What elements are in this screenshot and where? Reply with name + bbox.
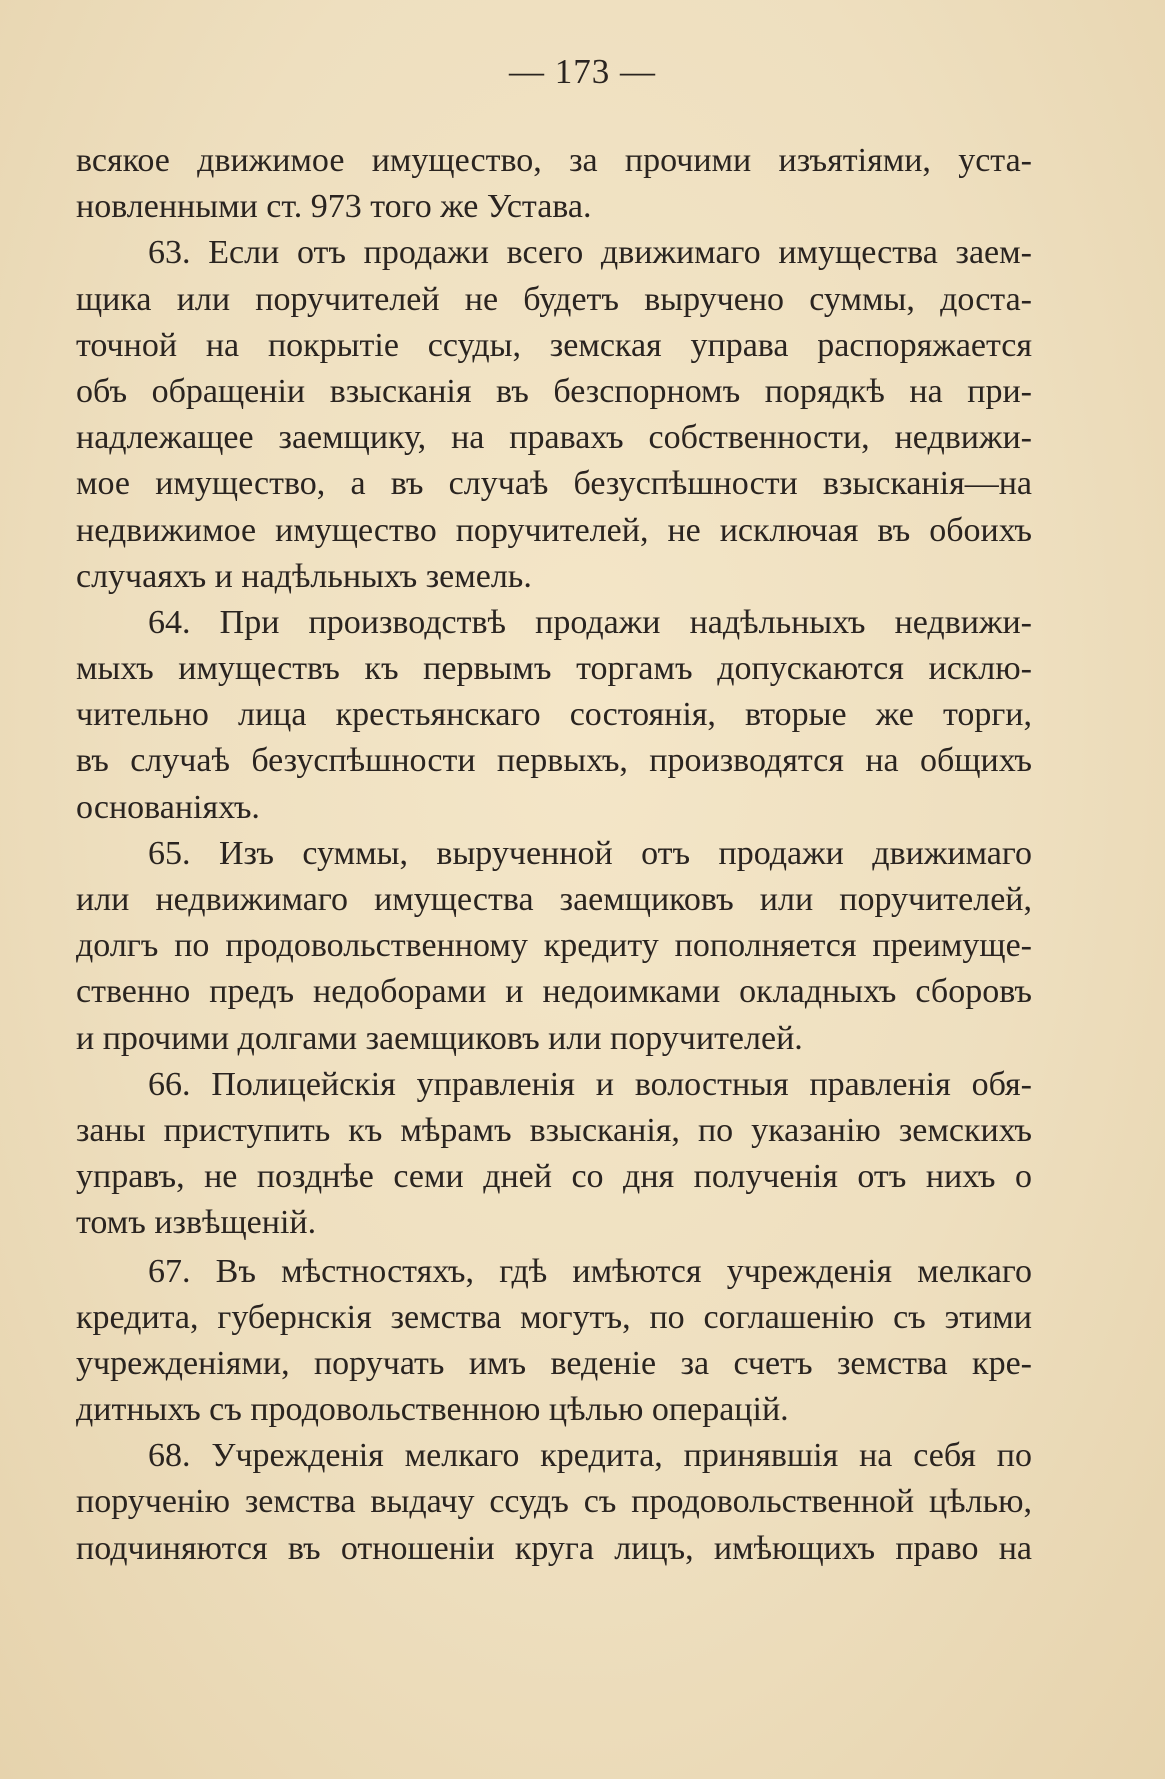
- text-line: случаяхъ и надѣльныхъ земель.: [76, 557, 532, 595]
- text-line: недвижимое имущество поручителей, не исключая въ обоихъ: [76, 511, 1032, 549]
- text-line: новленными ст. 973 того же Устава.: [76, 188, 592, 226]
- text-line: всякое движимое имущество, за прочими изъятіями, уста-: [76, 142, 1032, 179]
- text-line: 68. Учрежденія мелкаго кредита, принявшія на себя по: [148, 1437, 1032, 1475]
- text-line: 63. Если отъ продажи всего движимаго имущества заем-: [148, 234, 1032, 272]
- text-line: подчиняются въ отношеніи круга лицъ, имѣющихъ право на: [76, 1529, 1032, 1567]
- text-line: и прочими долгами заемщиковъ или поручителей.: [76, 1019, 803, 1057]
- text-line: долгъ по продовольственному кредиту пополняется преимуще-: [76, 927, 1032, 965]
- paragraph-continuation: [76, 138, 1032, 230]
- text-line: 66. Полицейскія управленія и волостныя правленія обя-: [148, 1065, 1032, 1103]
- text-line: щика или поручителей не будетъ выручено суммы, доста-: [76, 280, 1032, 318]
- text-line: основаніяхъ.: [76, 788, 260, 826]
- text-line: 64. При производствѣ продажи надѣльныхъ недвижи-: [148, 603, 1032, 641]
- text-line: мыхъ имуществъ къ первымъ торгамъ допускаются исклю-: [76, 650, 1032, 688]
- text-line: 65. Изъ суммы, вырученной отъ продажи движимаго: [148, 834, 1032, 872]
- text-line: томъ извѣщеній.: [76, 1204, 317, 1242]
- paragraph-66: [76, 1062, 1032, 1247]
- text-line: или недвижимаго имущества заемщиковъ или поручителей,: [76, 881, 1032, 918]
- body-text: [76, 138, 1032, 1572]
- text-line: въ случаѣ безуспѣшности первыхъ, производятся на общихъ: [76, 742, 1032, 780]
- text-line: мое имущество, а въ случаѣ безуспѣшности взысканія—на: [76, 465, 1032, 503]
- text-line: чительно лица крестьянскаго состоянія, вторые же торги,: [76, 696, 1032, 734]
- text-line: заны приступить къ мѣрамъ взысканія, по указанію земскихъ: [76, 1111, 1032, 1149]
- paragraph-64: [76, 600, 1032, 831]
- text-line: 67. Въ мѣстностяхъ, гдѣ имѣются учрежденія мелкаго: [148, 1252, 1032, 1290]
- text-line: управъ, не позднѣе семи дней со дня полученія отъ нихъ о: [76, 1158, 1032, 1196]
- text-line: точной на покрытіе ссуды, земская управа распоряжается: [76, 326, 1032, 364]
- text-line: дитныхъ съ продовольственною цѣлью операцій.: [76, 1391, 789, 1429]
- paragraph-68: [76, 1433, 1032, 1572]
- text-line: порученію земства выдачу ссудъ съ продовольственной цѣлью,: [76, 1483, 1032, 1521]
- paragraph-63: [76, 230, 1032, 600]
- page-number: — 173 —: [509, 52, 656, 91]
- text-line: объ обращеніи взысканія въ безспорномъ порядкѣ на при-: [76, 372, 1032, 410]
- text-line: кредита, губернскія земства могутъ, по соглашенію съ этими: [76, 1298, 1032, 1336]
- paragraph-67: [76, 1249, 1032, 1434]
- text-line: ственно предъ недоборами и недоимками окладныхъ сборовъ: [76, 973, 1032, 1011]
- text-line: надлежащее заемщику, на правахъ собственности, недвижи-: [76, 419, 1032, 457]
- text-line: учрежденіями, поручать имъ веденіе за счетъ земства кре-: [76, 1344, 1032, 1382]
- paragraph-65: [76, 831, 1032, 1062]
